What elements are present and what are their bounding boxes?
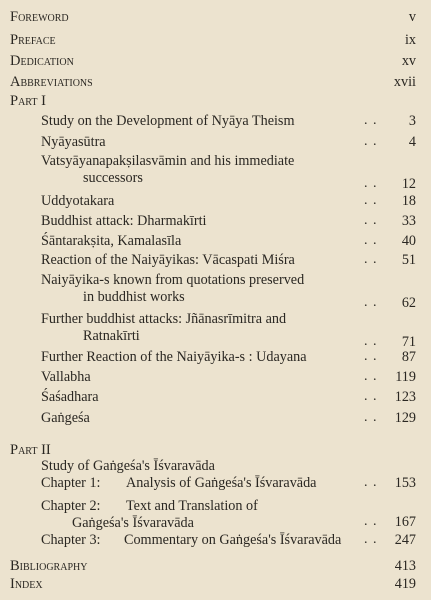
toc-entry [0, 191, 431, 211]
entry-page: 129 [394, 410, 416, 426]
toc-entry-abbreviations [0, 72, 431, 92]
entry-page: v [408, 9, 416, 25]
entry-page: 123 [394, 389, 416, 405]
leader-dots: . . [364, 334, 378, 349]
toc-entry [0, 211, 431, 231]
leader-dots: . . [364, 113, 378, 128]
toc-entry-dedication [0, 51, 431, 71]
toc-entry [0, 250, 431, 270]
entry-title: Nyāyasūtra [41, 134, 106, 150]
chapter-number: Chapter 2: [41, 498, 101, 514]
entry-title: Śaśadhara [41, 389, 99, 405]
leader-dots: . . [364, 176, 378, 191]
entry-page: 40 [401, 233, 416, 249]
chapter-number: Chapter 1: [41, 475, 101, 491]
part-label: Part I [10, 93, 46, 109]
entry-title: Gaṅgeśa [41, 410, 90, 426]
entry-title-continued: successors [83, 170, 143, 186]
entry-title: Index [10, 576, 43, 592]
toc-entry [0, 408, 431, 428]
toc-entry [0, 367, 431, 387]
part-heading [0, 91, 431, 111]
entry-title-continued: in buddhist works [83, 289, 185, 305]
entry-title-continued: Ratnakīrti [83, 328, 140, 344]
leader-dots: . . [364, 252, 378, 267]
entry-page: 62 [401, 295, 416, 311]
entry-page: 4 [408, 134, 416, 150]
entry-page: 153 [394, 475, 416, 491]
toc-entry [0, 111, 431, 131]
leader-dots: . . [364, 134, 378, 149]
entry-title: Study of Gaṅgeśa's Īśvaravāda [41, 458, 215, 474]
leader-dots: . . [364, 369, 378, 384]
toc-entry [0, 473, 431, 493]
toc-entry-index [0, 574, 431, 594]
entry-page: 71 [401, 334, 416, 350]
entry-page: 18 [401, 193, 416, 209]
leader-dots: . . [364, 389, 378, 404]
entry-title: Vallabha [41, 369, 91, 385]
entry-title: Dedication [10, 53, 74, 69]
entry-title: Further Reaction of the Naiyāyika-s : Udayana [41, 349, 307, 365]
toc-entry [0, 132, 431, 152]
entry-title: Bibliography [10, 558, 88, 574]
entry-page: 3 [408, 113, 416, 129]
entry-title: Foreword [10, 9, 69, 25]
entry-title: Study on the Development of Nyāya Theism [41, 113, 295, 129]
part-label: Part II [10, 442, 51, 458]
entry-title: Uddyotakara [41, 193, 115, 209]
toc-entry [0, 387, 431, 407]
entry-title: Text and Translation of [126, 498, 258, 514]
toc-entry-bibliography [0, 556, 431, 576]
entry-title: Vatsyāyanapakṣilasvāmin and his immediate [41, 153, 295, 169]
toc-entry [0, 530, 431, 550]
leader-dots: . . [364, 213, 378, 228]
entry-title: Preface [10, 32, 56, 48]
entry-title: Analysis of Gaṅgeśa's Īśvaravāda [126, 475, 317, 491]
entry-page: 33 [401, 213, 416, 229]
entry-title: Further buddhist attacks: Jñānasrīmitra and [41, 311, 287, 327]
entry-page: xv [401, 53, 416, 69]
entry-title-continued: Gaṅgeśa's Īśvaravāda [72, 515, 194, 531]
leader-dots: . . [364, 532, 378, 547]
entry-title: Naiyāyika-s known from quotations preserved [41, 272, 305, 288]
toc-entry-foreword [0, 7, 431, 27]
entry-page: 87 [401, 349, 416, 365]
leader-dots: . . [364, 475, 378, 490]
entry-page: 119 [395, 369, 416, 385]
entry-page: 167 [394, 514, 416, 530]
leader-dots: . . [364, 514, 378, 529]
toc-entry [0, 347, 431, 367]
entry-page: 247 [394, 532, 416, 548]
leader-dots: . . [364, 233, 378, 248]
entry-title: Abbreviations [10, 74, 93, 90]
entry-page: ix [404, 32, 416, 48]
leader-dots: . . [364, 193, 378, 208]
entry-page: 413 [394, 558, 416, 574]
toc-entry-preface [0, 30, 431, 50]
entry-title: Buddhist attack: Dharmakīrti [41, 213, 207, 229]
entry-title: Reaction of the Naiyāyikas: Vācaspati Miśra [41, 252, 295, 268]
leader-dots: . . [364, 410, 378, 425]
leader-dots: . . [364, 349, 378, 364]
leader-dots: . . [364, 295, 378, 310]
entry-title: Commentary on Gaṅgeśa's Īśvaravāda [124, 532, 342, 548]
entry-title: Śāntarakṣita, Kamalasīla [41, 233, 182, 249]
chapter-number: Chapter 3: [41, 532, 101, 548]
entry-page: 51 [401, 252, 416, 268]
toc-entry [0, 231, 431, 251]
entry-page: 12 [401, 176, 416, 192]
toc-entry-page-row [0, 512, 431, 532]
entry-page: xvii [393, 74, 416, 90]
entry-page: 419 [394, 576, 416, 592]
